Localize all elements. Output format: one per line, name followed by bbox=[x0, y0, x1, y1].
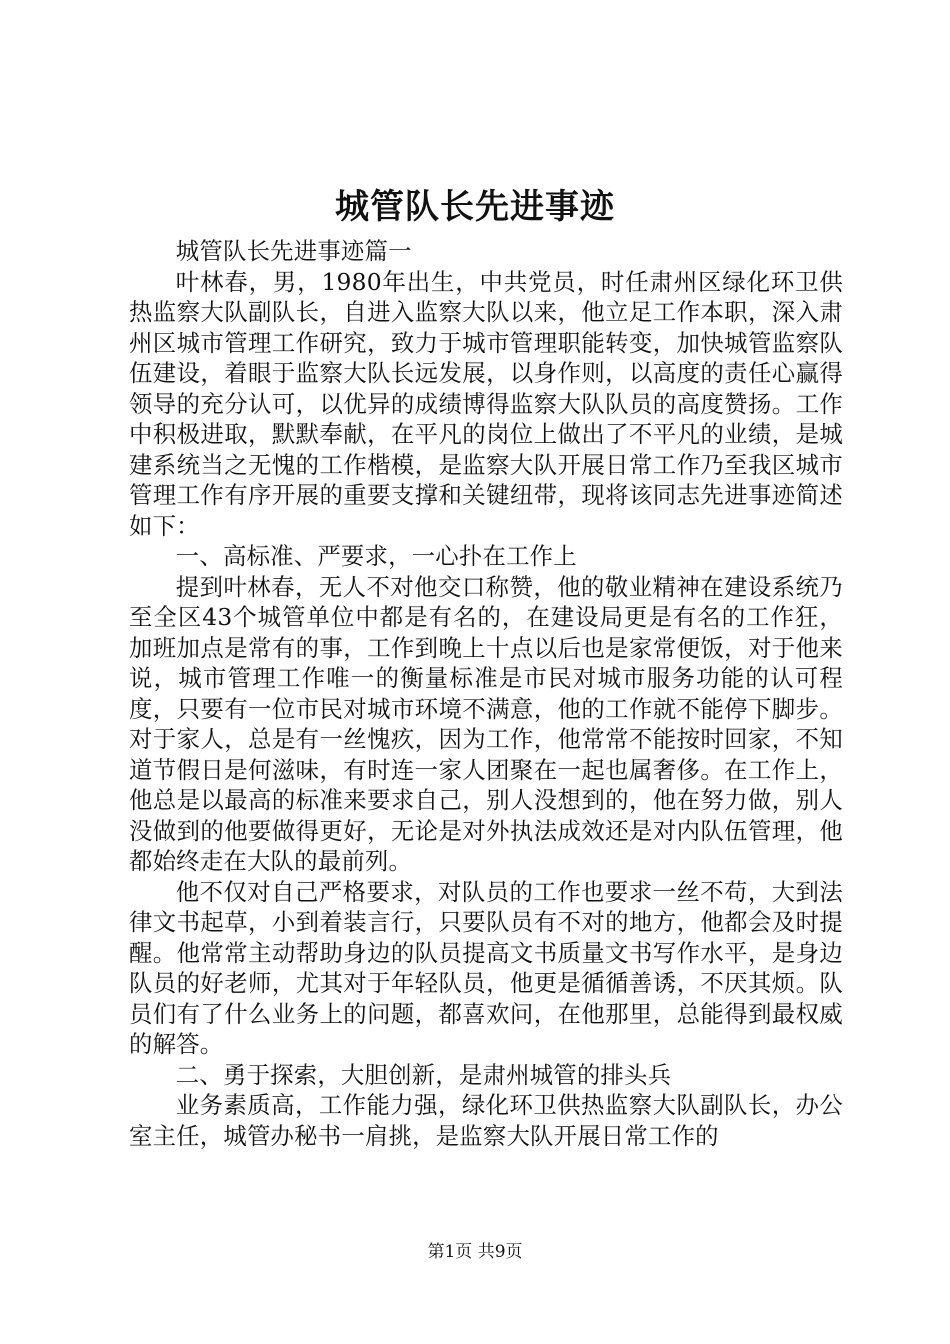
paragraph: 提到叶林春，无人不对他交口称赞，他的敬业精神在建设系统乃至全区43个城管单位中都是有名的，在建设局更是有名的工作狂，加班加点是常有的事，工作到晚上十点以后也是家常便饭，对于他来说，城市管理工作唯一的衡量标准是市民对城市服务功能的认可程度，只要有一位市民对城市环境不满意，他的工作就不能停下脚步。对于家人，总是有一丝愧疚，因为工作，他常常不能按时回家，不知道节假日是何滋味，有时连一家人团聚在一起也属奢侈。在工作上，他总是以最高的标准来要求自己，别人没想到的，他在努力做，别人没做到的他要做得更好，无论是对外执法成效还是对内队伍管理，他都始终走在大队的最前列。 bbox=[129, 572, 843, 875]
paragraph: 他不仅对自己严格要求，对队员的工作也要求一丝不苟，大到法律文书起草，小到着装言行，只要队员有不对的地方，他都会及时提醒。他常常主动帮助身边的队员提高文书质量文书写作水平，是身边队员的好老师，尤其对于年轻队员，他更是循循善诱，不厌其烦。队员们有了什么业务上的问题，都喜欢问，在他那里，总能得到最权威的解答。 bbox=[129, 877, 843, 1058]
page-number-footer: 第1页 共9页 bbox=[427, 1242, 523, 1262]
paragraph: 业务素质高，工作能力强，绿化环卫供热监察大队副队长，办公室主任，城管办秘书一肩挑，是监察大队开展日常工作的 bbox=[129, 1091, 843, 1150]
section-heading: 二、勇于探索，大胆创新，是肃州城管的排头兵 bbox=[175, 1060, 672, 1089]
document-title: 城管队长先进事迹 bbox=[335, 187, 615, 227]
section-heading: 城管队长先进事迹篇一 bbox=[175, 237, 412, 265]
section-heading: 一、高标准、严要求，一心扑在工作上 bbox=[175, 542, 577, 570]
document-body bbox=[129, 236, 843, 1151]
paragraph: 叶林春，男，1980年出生，中共党员，时任肃州区绿化环卫供热监察大队副队长，自进入监察大队以来，他立足工作本职，深入肃州区城市管理工作研究，致力于城市管理职能转变，加快城管监察队伍建设，着眼于监察大队长远发展，以身作则，以高度的责任心赢得领导的充分认可，以优异的成绩博得监察大队队员的高度赞扬。工作中积极进取，默默奉献，在平凡的岗位上做出了不平凡的业绩，是城建系统当之无愧的工作楷模，是监察大队开展日常工作乃至我区城市管理工作有序开展的重要支撑和关键纽带，现将该同志先进事迹简述如下： bbox=[129, 267, 843, 540]
